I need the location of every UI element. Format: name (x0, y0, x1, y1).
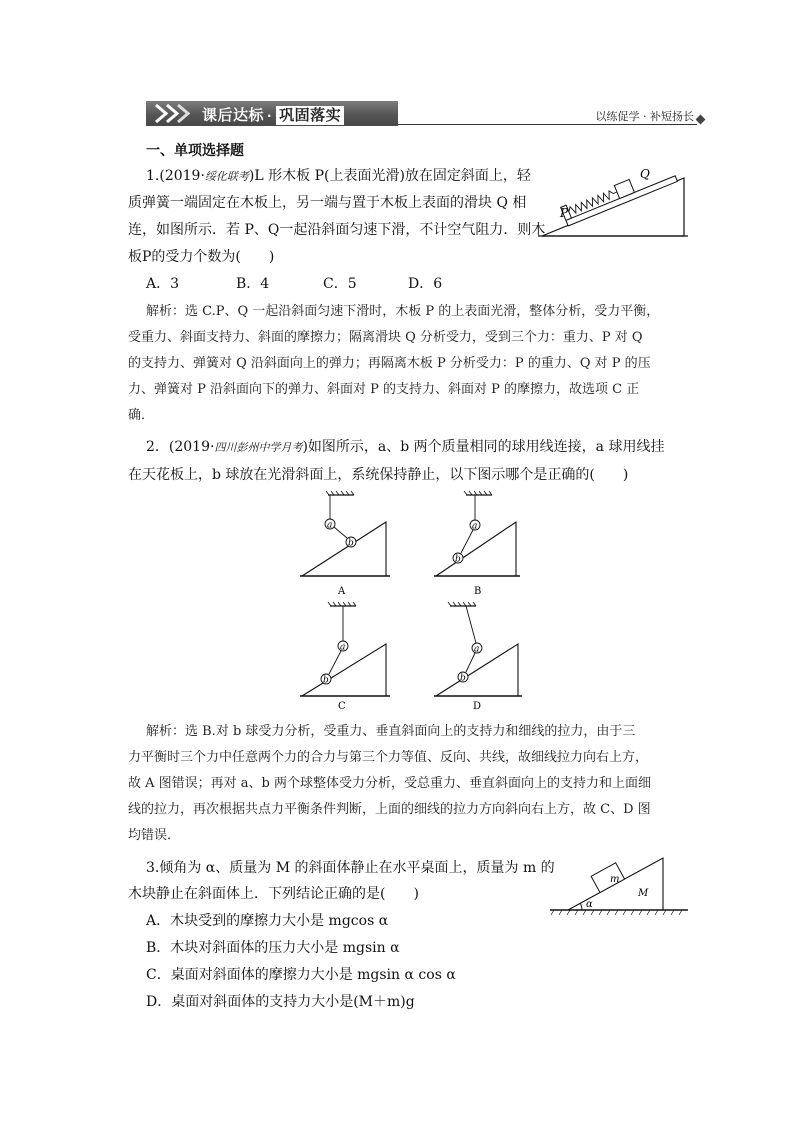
q3-option-a: A．木块受到的摩擦力大小是 mgcos α (146, 913, 389, 929)
q2a-lower-string (334, 527, 347, 538)
q1-solution-line-5: 确． (128, 408, 155, 423)
q2-line-1-rest: )如图所示，a、b 两个质量相同的球用线连接，a 球用线挂 (302, 439, 665, 455)
banner-boxed-text: 巩固落实 (276, 106, 344, 125)
q1-solution-line-2: 受重力、斜面支持力、斜面的摩擦力；隔离滑块 Q 分析受力，受到三个力：重力、P 对 Q (128, 330, 643, 345)
q3-option-b: B．木块对斜面体的压力大小是 mgsin α (146, 940, 400, 956)
q1-label-q: Q (640, 167, 650, 181)
q3-table-hatch (551, 910, 682, 915)
banner-title (202, 104, 344, 125)
q2-solution-line-3: 故 A 图错误；再对 a、b 两个球整体受力分析，受总重力、垂直斜面向上的支持力和上面细 (128, 776, 651, 791)
section-title: 一、单项选择题 (146, 143, 244, 159)
q1-solution-line-3: 的支持力、弹簧对 Q 沿斜面向上的弹力；再隔离木板 P 分析受力：P 的重力、Q 对 P 的压 (128, 356, 651, 371)
q1-line-4: 板P的受力个数为( ) (128, 249, 275, 265)
q2c-label-b: b (323, 675, 329, 686)
q3-figure (548, 852, 690, 918)
q2a-label-b: b (348, 538, 354, 549)
q3-label-M: M (638, 888, 649, 899)
q1-option-b: B．4 (236, 276, 270, 292)
q1-line-2: 质弹簧一端固定在木板上，另一端与置于木板上表面的滑块 Q 相 (128, 195, 527, 211)
q1-number: 1.(2019· (146, 168, 205, 184)
q1-label-p: P (560, 206, 569, 220)
q2d-label-a: a (474, 644, 480, 655)
q2b-lower-string (461, 530, 473, 553)
q3-label-alpha: α (586, 899, 593, 910)
double-chevron-icon (152, 103, 196, 124)
q2c-caption: C (338, 701, 346, 710)
q2b-ceiling-hatch (464, 491, 492, 495)
q2-number: 2．(2019· (146, 439, 215, 455)
q2-solution-line-4: 线的拉力，再次根据共点力平衡条件判断，上面的细线的拉力方向斜向右上方，故 C、D 图 (128, 802, 651, 817)
q2a-incline (302, 522, 386, 576)
q2b-label-b: b (455, 554, 461, 565)
q2-solution-line-1: 解析：选 B.对 b 球受力分析，受重力、垂直斜面向上的支持力和细线的拉力，由于三 (146, 724, 636, 739)
q2-solution-line-2: 力平衡时三个力中任意两个力的合力与第三个力等值、反向、共线，故细线拉力向右上方， (128, 750, 649, 765)
q2-diagram-b (432, 490, 524, 598)
q2a-ceiling-hatch (326, 491, 354, 495)
q2d-caption: D (473, 701, 482, 710)
q1-figure (538, 160, 690, 240)
q1-solution-line-1: 解析：选 C.P、Q 一起沿斜面匀速下滑时，木板 P 的上表面光滑，整体分析，受力平衡， (146, 304, 660, 319)
q2d-lower-string (466, 653, 475, 672)
q2-line-1 (146, 437, 664, 458)
banner-title-text: 课后达标 (202, 106, 265, 124)
q2-source: 四川彭州中学月考 (214, 441, 303, 454)
q3-option-d: D．桌面对斜面体的支持力大小是(M＋m)g (146, 994, 415, 1010)
diamond-icon (696, 115, 706, 125)
q1-source: 绥化联考 (204, 170, 249, 183)
q1-plank-group (561, 163, 678, 226)
header-rule (398, 124, 697, 125)
q1-option-d: D．6 (408, 276, 443, 292)
q3-line-2: 木块静止在斜面体上．下列结论正确的是( ) (128, 886, 419, 902)
q2-line-2: 在天花板上，b 球放在光滑斜面上，系统保持静止，以下图示哪个是正确的( ) (128, 467, 629, 483)
q2a-label-a: a (327, 520, 333, 531)
q2b-caption: B (474, 586, 482, 597)
q2c-lower-string (329, 651, 341, 674)
q2-diagram-c (298, 600, 390, 710)
q1-option-c: C．5 (323, 276, 357, 292)
q2-solution-line-5: 均错误． (128, 828, 181, 843)
q3-block (591, 863, 624, 893)
q2-diagram-d (432, 600, 524, 710)
header-tagline: 以练促学 · 补短扬长 (595, 110, 694, 123)
q3-angle-arc (580, 903, 582, 910)
q2b-label-a: a (472, 521, 478, 532)
q2a-caption: A (338, 586, 346, 597)
q1-solution-line-4: 力、弹簧对 P 沿斜面向下的弹力、斜面对 P 的支持力、斜面对 P 的摩擦力，故选项 C 正 (128, 382, 640, 397)
q2d-upper-string (466, 606, 476, 643)
q3-block-group (591, 863, 624, 893)
q3-line-1: 3.倾角为 α、质量为 M 的斜面体静止在水平桌面上，质量为 m 的 (146, 860, 555, 876)
q2-diagram-a (298, 490, 390, 598)
q1-line-3: 连，如图所示．若 P、Q一起沿斜面匀速下滑，不计空气阻力．则木 (128, 222, 546, 238)
q1-option-a: A．3 (146, 276, 180, 292)
q1-line-1-rest: )L 形木板 P(上表面光滑)放在固定斜面上，轻 (248, 168, 531, 184)
q3-option-c: C．桌面对斜面体的摩擦力大小是 mgsin α cos α (146, 967, 456, 983)
q1-line-1 (146, 166, 531, 187)
section-banner (146, 101, 398, 126)
q3-label-m: m (610, 874, 620, 885)
banner-separator: · (267, 109, 273, 123)
q2d-label-b: b (460, 673, 466, 684)
q2c-label-a: a (340, 642, 346, 653)
